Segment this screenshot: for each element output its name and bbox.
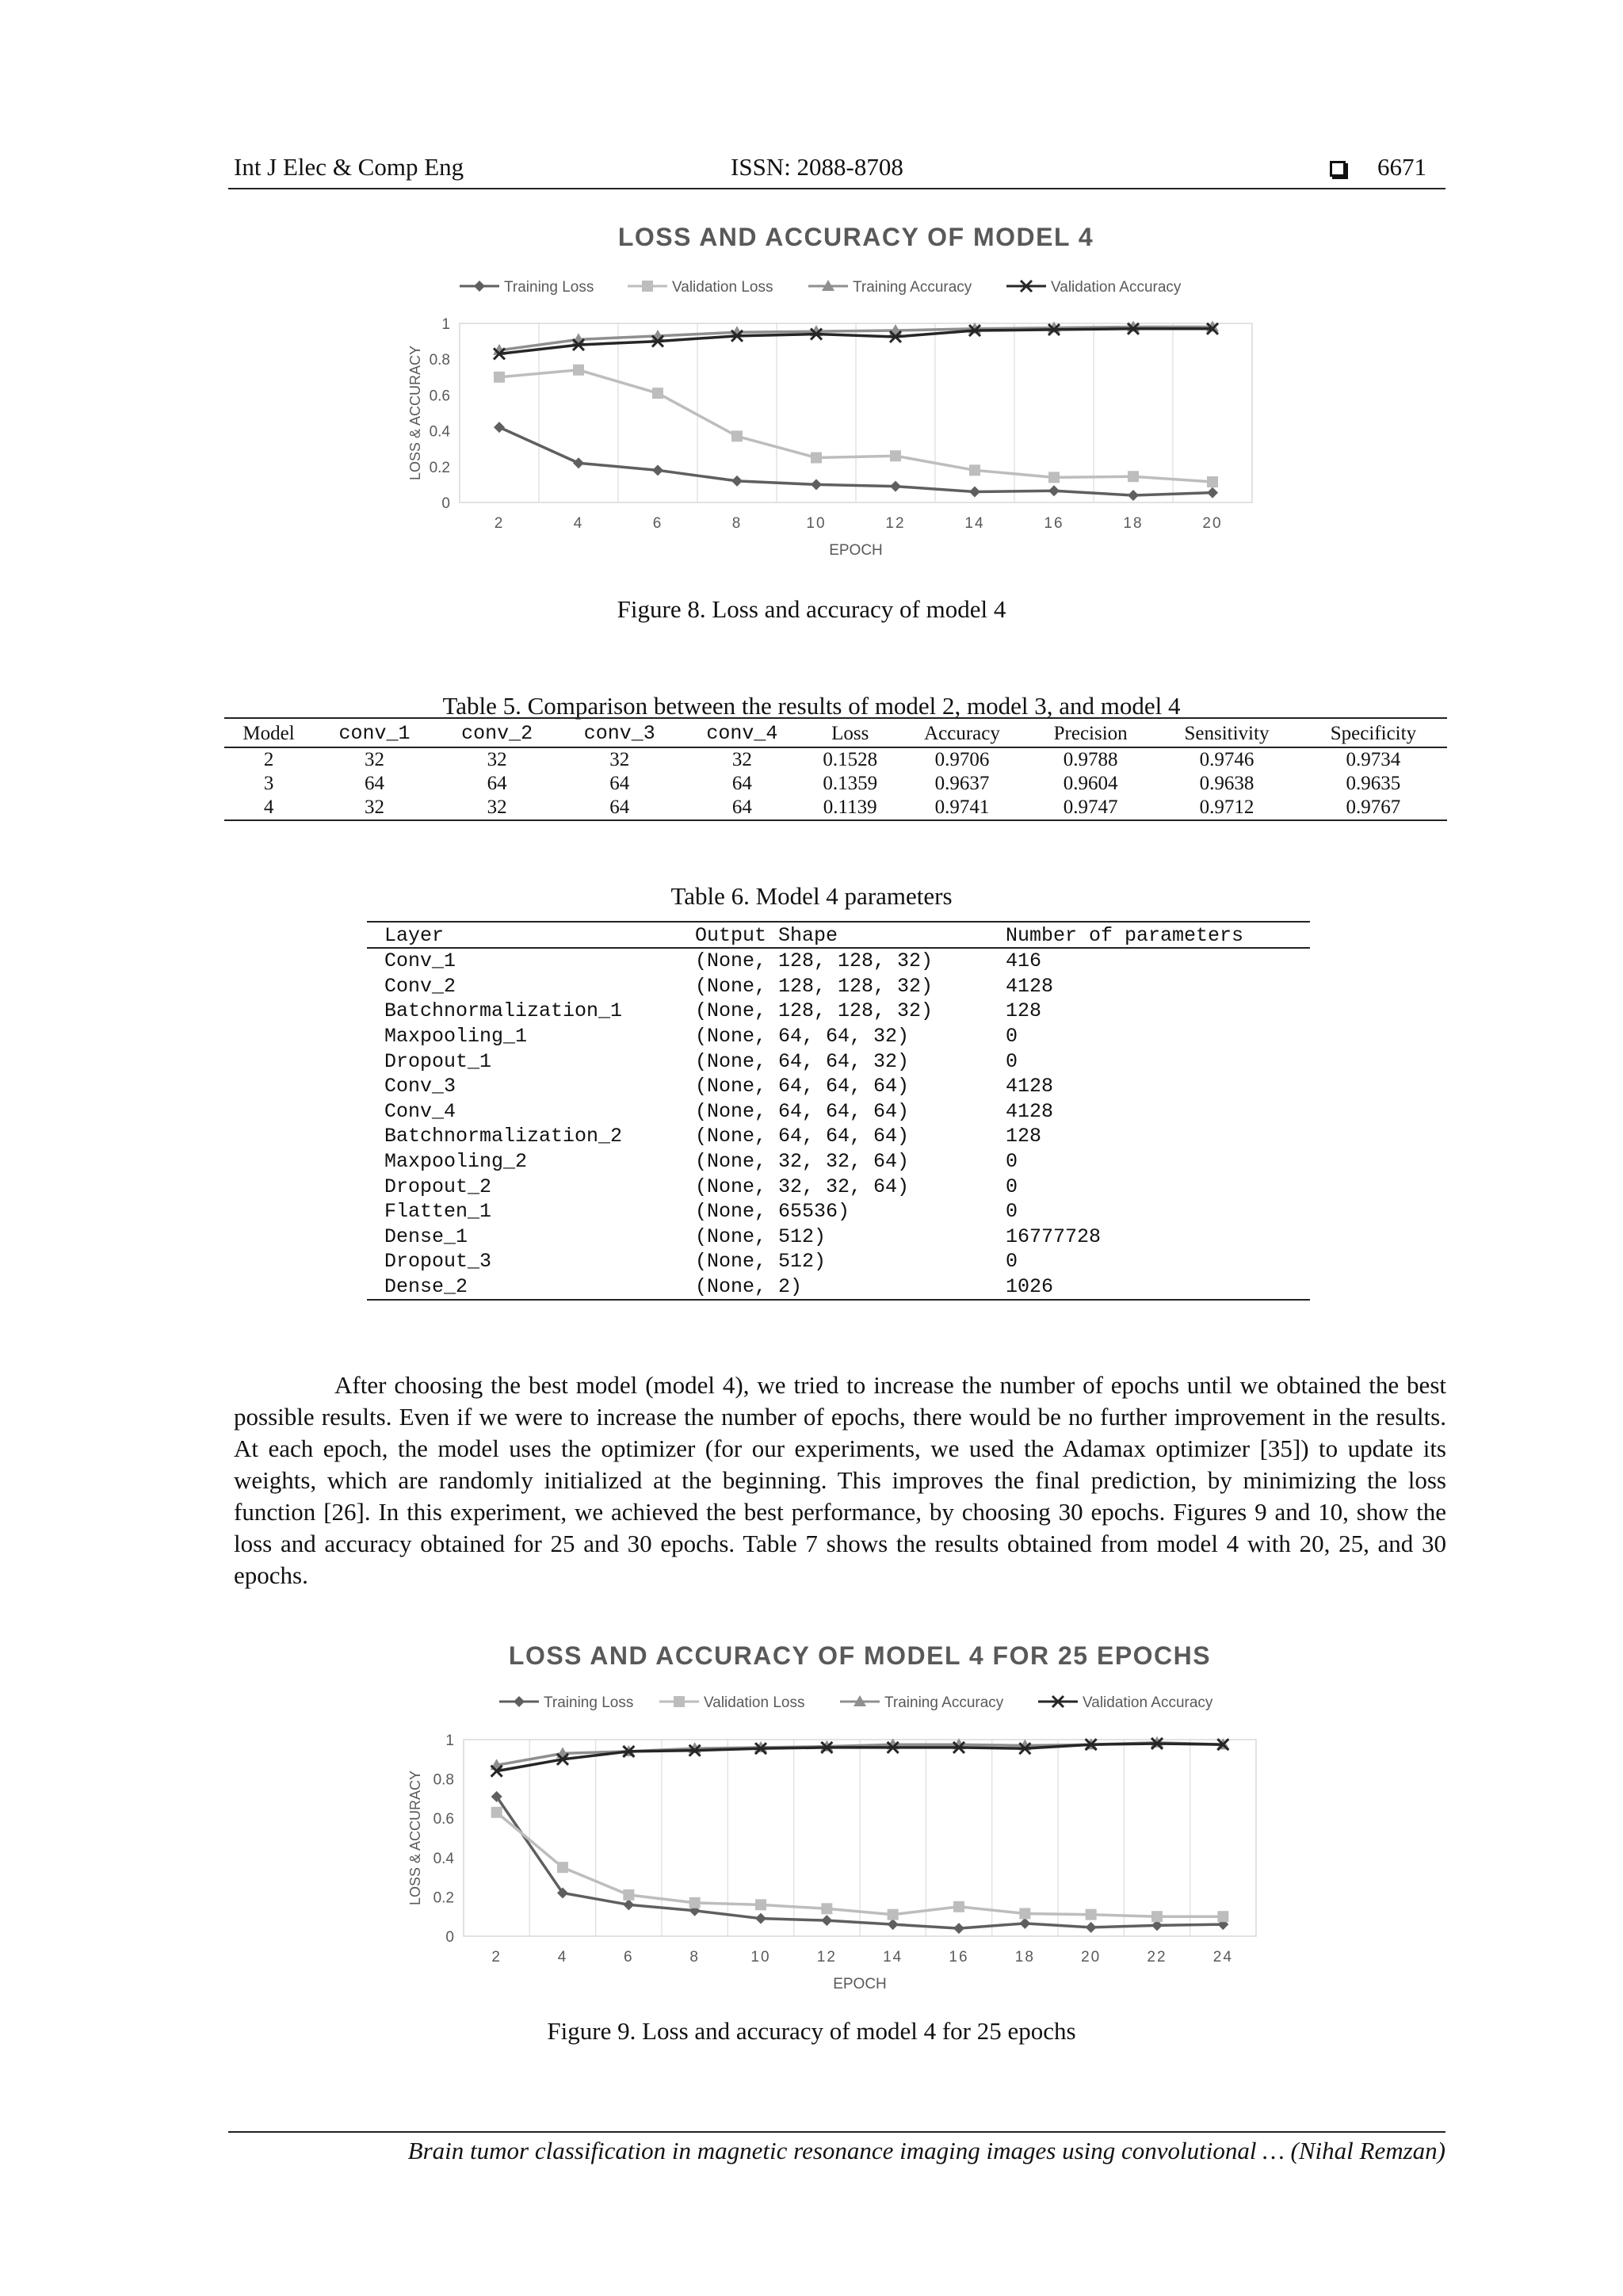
square-marker	[689, 1897, 701, 1908]
square-marker	[1128, 471, 1139, 482]
y-tick-label: 1	[445, 1733, 454, 1749]
table-cell: 0	[1006, 1025, 1018, 1049]
square-marker	[953, 1901, 964, 1912]
table-cell: (None, 64, 64, 64)	[695, 1075, 910, 1098]
square-marker	[491, 1807, 502, 1818]
table-cell: 4	[224, 796, 313, 820]
x-axis-title: EPOCH	[829, 542, 883, 559]
diamond-marker	[888, 1919, 899, 1930]
legend-label: Training Loss	[504, 279, 594, 296]
y-tick-label: 0	[445, 1929, 454, 1946]
table-row	[367, 1249, 1310, 1274]
square-marker	[811, 453, 822, 464]
table-cell: 0.9767	[1300, 796, 1447, 820]
x-tick-label: 8	[731, 515, 743, 532]
table-cell: 0.9638	[1199, 773, 1254, 794]
diamond-marker	[1019, 1918, 1030, 1929]
table-6-header-parameters: Number of parameters	[988, 922, 1310, 948]
table-cell: 64	[731, 773, 752, 794]
x-tick-label: 22	[1147, 1949, 1167, 1966]
x-tick-label: 16	[1044, 515, 1064, 532]
table-cell: (None, 64, 64, 64)	[695, 1099, 910, 1123]
diamond-marker	[1207, 487, 1218, 499]
table-cell: Dropout_3	[384, 1250, 492, 1274]
diamond-marker	[731, 476, 743, 487]
x-tick-label: 10	[806, 515, 827, 532]
figure-8-caption: Figure 8. Loss and accuracy of model 4	[617, 595, 1006, 623]
legend-label: Training Accuracy	[853, 279, 972, 296]
square-marker	[642, 281, 653, 292]
table-cell: 0	[1006, 1049, 1018, 1073]
diamond-marker	[953, 1923, 964, 1934]
square-marker	[890, 450, 901, 461]
table-row	[367, 1124, 1310, 1149]
x-tick-label: 2	[494, 515, 505, 532]
legend-label: Training Accuracy	[884, 1694, 1004, 1711]
x-tick-label: 8	[689, 1949, 700, 1966]
table-row	[367, 1149, 1310, 1175]
y-tick-label: 0.6	[433, 1811, 454, 1828]
y-axis-title: LOSS & ACCURACY	[407, 1770, 423, 1906]
x-tick-label: 12	[816, 1949, 837, 1966]
table-5-header-model: Model	[224, 718, 313, 747]
table-cell: 16777728	[1006, 1224, 1102, 1248]
x-axis-title: EPOCH	[833, 1976, 887, 1992]
table-cell: Dense_2	[367, 1274, 678, 1301]
y-axis-title: LOSS & ACCURACY	[407, 345, 423, 481]
diamond-marker	[821, 1915, 832, 1926]
table-cell: 0.1528	[823, 749, 878, 770]
table-cell: (None, 128, 128, 32)	[695, 999, 934, 1023]
diamond-marker	[474, 281, 485, 292]
x-tick-label: 4	[557, 1949, 568, 1966]
table-row	[367, 999, 1310, 1024]
square-marker	[1048, 472, 1060, 483]
table-cell: 2	[263, 749, 274, 770]
x-tick-label: 6	[652, 515, 663, 532]
body-paragraph: After choosing the best model (model 4), we tried to increase the number of epochs until we obtained the best possible results. Even if we were to increase the number of epochs, there would be no further improvement in the results. At each epoch, the model uses the optimizer (for our experiments, we used the Adamax optimizer [35]) to update its weights, which are randomly initialized at the beginning. This improves the final prediction, by minimizing the loss function [26]. In this experiment, we achieved the best performance, by choosing 30 epochs. Figures 9 and 10, show the loss and accuracy obtained for 25 and 30 epochs. Table 7 shows the results obtained from model 4 with 20, 25, and 30 epochs.	[234, 1371, 1446, 1589]
table-cell: (None, 65536)	[695, 1200, 850, 1224]
table-cell: 0.9746	[1199, 749, 1254, 770]
table-5-header-conv-1: conv_1	[313, 718, 436, 747]
x-tick-label: 12	[885, 515, 906, 532]
x-tick-label: 20	[1202, 515, 1223, 532]
table-cell: 32	[313, 796, 436, 820]
table-6-header-output-shape: Output Shape	[678, 922, 988, 948]
square-marker	[1019, 1908, 1030, 1919]
table-cell: 3	[263, 773, 274, 794]
table-row	[367, 974, 1310, 999]
table-cell: (None, 128, 128, 32)	[695, 974, 934, 998]
table-cell: 64	[681, 796, 804, 820]
table-cell: 32	[609, 749, 630, 770]
x-tick-label: 4	[573, 515, 584, 532]
legend-label: Training Loss	[544, 1694, 634, 1711]
square-marker	[573, 365, 584, 376]
journal-name: Int J Elec & Comp Eng	[234, 153, 464, 181]
x-tick-label: 14	[964, 515, 985, 532]
table-cell: 64	[487, 773, 507, 794]
table-cell: 0.9637	[934, 773, 990, 794]
square-marker	[674, 1696, 685, 1707]
legend-label: Validation Loss	[672, 279, 773, 296]
square-marker	[1151, 1911, 1163, 1922]
table-cell: 4128	[1006, 974, 1054, 998]
table-5-header-accuracy: Accuracy	[897, 718, 1028, 747]
table-cell: 0.9734	[1346, 749, 1401, 770]
table-cell: 128	[1006, 1125, 1042, 1148]
square-marker	[755, 1899, 766, 1910]
x-tick-label: 18	[1014, 1949, 1035, 1966]
table-row	[367, 1224, 1310, 1250]
table-5-header-conv-2: conv_2	[436, 718, 559, 747]
table-6-caption: Table 6. Model 4 parameters	[670, 882, 953, 910]
diamond-marker	[514, 1696, 525, 1707]
table-cell: 0	[1006, 1250, 1018, 1274]
x-tick-label: 16	[949, 1949, 969, 1966]
table-cell: Conv_2	[384, 974, 456, 998]
table-cell: Dropout_2	[384, 1175, 492, 1198]
table-row	[367, 1099, 1310, 1125]
x-tick-label: 10	[750, 1949, 771, 1966]
table-cell: 0	[1006, 1150, 1018, 1174]
table-cell: 0.1139	[804, 796, 897, 820]
square-marker	[623, 1889, 634, 1901]
table-cell: 0	[1006, 1200, 1018, 1224]
square-marker	[1217, 1911, 1228, 1922]
square-marker	[888, 1909, 899, 1920]
table-cell: (None, 32, 32, 64)	[695, 1175, 910, 1198]
square-bullet-icon	[1330, 161, 1346, 177]
table-cell: 0.9604	[1063, 773, 1118, 794]
table-cell: (None, 512)	[695, 1250, 827, 1274]
square-marker	[1086, 1909, 1097, 1920]
diamond-marker	[494, 422, 505, 433]
header-rule	[228, 188, 1445, 189]
legend-label: Validation Accuracy	[1083, 1694, 1213, 1711]
table-cell: 64	[364, 773, 384, 794]
table-cell: 0.9747	[1027, 796, 1154, 820]
table-row	[367, 1049, 1310, 1074]
square-marker	[969, 464, 980, 476]
y-tick-label: 0.4	[433, 1850, 454, 1867]
table-6-header-layer: Layer	[367, 922, 678, 948]
y-tick-label: 0.2	[433, 1889, 454, 1907]
table-cell: Maxpooling_2	[384, 1150, 528, 1174]
diamond-marker	[969, 486, 980, 497]
square-marker	[494, 372, 505, 383]
square-marker	[821, 1903, 832, 1914]
x-tick-label: 20	[1081, 1949, 1102, 1966]
table-5-caption: Table 5. Comparison between the results of model 2, model 3, and model 4	[442, 692, 1181, 720]
y-tick-label: 1	[441, 316, 450, 333]
square-marker	[557, 1862, 568, 1873]
x-tick-label: 2	[491, 1949, 502, 1966]
table-cell: 64	[609, 773, 630, 794]
square-marker	[731, 430, 743, 441]
y-tick-label: 0.2	[429, 459, 450, 476]
footer-rule	[228, 2131, 1445, 2133]
table-cell: 32	[487, 749, 507, 770]
table-cell: (None, 64, 64, 32)	[695, 1049, 910, 1073]
table-cell: 1026	[988, 1274, 1310, 1301]
table-cell: Maxpooling_1	[384, 1025, 528, 1049]
table-cell: (None, 32, 32, 64)	[695, 1150, 910, 1174]
table-row	[367, 1174, 1310, 1199]
table-cell: 0.9706	[934, 749, 990, 770]
chart-title: LOSS AND ACCURACY OF MODEL 4 FOR 25 EPOCHS	[508, 1641, 1212, 1670]
table-cell: 128	[1006, 999, 1042, 1023]
table-row	[367, 948, 1310, 974]
diamond-marker	[811, 479, 822, 490]
table-cell: 0.9712	[1154, 796, 1300, 820]
diamond-marker	[623, 1899, 634, 1910]
chart-legend	[460, 279, 1182, 296]
table-row	[367, 1274, 1310, 1301]
diamond-marker	[890, 481, 901, 492]
table-row	[367, 1024, 1310, 1049]
table-row	[367, 1199, 1310, 1224]
table-5-header-precision: Precision	[1027, 718, 1154, 747]
y-tick-label: 0.6	[429, 388, 450, 405]
table-cell: Conv_3	[384, 1075, 456, 1098]
y-tick-label: 0.8	[433, 1771, 454, 1789]
page-number: 6671	[1377, 153, 1426, 181]
legend-label: Validation Accuracy	[1051, 279, 1182, 296]
table-5-header-conv-4: conv_4	[681, 718, 804, 747]
chart-legend	[499, 1694, 1213, 1711]
body-text	[234, 1370, 1446, 1591]
diamond-marker	[1086, 1922, 1097, 1933]
square-marker	[652, 388, 663, 399]
diamond-marker	[573, 457, 584, 468]
table-6-header-row	[367, 922, 1310, 948]
table-row	[367, 1074, 1310, 1099]
figure-9-chart	[365, 1633, 1300, 1997]
table-row	[224, 747, 1447, 772]
legend-label: Validation Loss	[704, 1694, 805, 1711]
x-tick-label: 24	[1212, 1949, 1233, 1966]
x-tick-label: 6	[624, 1949, 634, 1966]
table-cell: 4128	[1006, 1075, 1054, 1098]
table-cell: Batchnormalization_2	[384, 1125, 623, 1148]
table-cell: Conv_1	[384, 949, 456, 973]
table-cell: (None, 2)	[678, 1274, 988, 1301]
table-6	[367, 921, 1310, 1301]
table-5-header-row	[224, 718, 1447, 747]
table-cell: (None, 128, 128, 32)	[695, 949, 934, 973]
y-tick-label: 0.4	[429, 423, 450, 441]
table-cell: 64	[558, 796, 681, 820]
table-5-header-sensitivity: Sensitivity	[1154, 718, 1300, 747]
table-cell: 0.1359	[823, 773, 878, 794]
chart-title: LOSS AND ACCURACY OF MODEL 4	[617, 223, 1094, 251]
table-cell: Conv_4	[384, 1099, 456, 1123]
table-cell: 0	[1006, 1175, 1018, 1198]
table-cell: 0.9635	[1346, 773, 1401, 794]
page-number-block	[1330, 153, 1426, 181]
table-row	[224, 796, 1447, 820]
x-tick-label: 18	[1123, 515, 1144, 532]
table-cell: 32	[731, 749, 752, 770]
table-5-header-specificity: Specificity	[1300, 718, 1447, 747]
issn: ISSN: 2088-8708	[731, 153, 903, 181]
table-cell: 4128	[1006, 1099, 1054, 1123]
figure-9-caption: Figure 9. Loss and accuracy of model 4 for 25 epochs	[547, 2017, 1076, 2045]
table-cell: Dense_1	[384, 1224, 468, 1248]
figure-8-chart	[365, 214, 1300, 571]
table-5-header-conv-3: conv_3	[558, 718, 681, 747]
diamond-marker	[755, 1913, 766, 1924]
table-cell: 0.9788	[1063, 749, 1118, 770]
table-cell: 32	[436, 796, 559, 820]
table-cell: (None, 512)	[695, 1224, 827, 1248]
table-row	[224, 772, 1447, 796]
table-cell: 32	[364, 749, 384, 770]
diamond-marker	[652, 464, 663, 476]
y-tick-label: 0	[441, 495, 450, 512]
diamond-marker	[1128, 490, 1139, 501]
x-tick-label: 14	[883, 1949, 903, 1966]
table-cell: Batchnormalization_1	[384, 999, 623, 1023]
table-cell: 416	[1006, 949, 1042, 973]
diamond-marker	[1048, 485, 1060, 496]
square-marker	[1207, 476, 1218, 487]
running-footer: Brain tumor classification in magnetic resonance imaging images using convolutional … (Nihal Remzan)	[407, 2137, 1445, 2164]
table-cell: Dropout_1	[384, 1049, 492, 1073]
table-cell: (None, 64, 64, 64)	[695, 1125, 910, 1148]
y-tick-label: 0.8	[429, 352, 450, 369]
table-cell: 0.9741	[897, 796, 1028, 820]
table-5	[224, 717, 1447, 821]
table-cell: Flatten_1	[384, 1200, 492, 1224]
table-5-header-loss: Loss	[804, 718, 897, 747]
table-cell: (None, 64, 64, 32)	[695, 1025, 910, 1049]
